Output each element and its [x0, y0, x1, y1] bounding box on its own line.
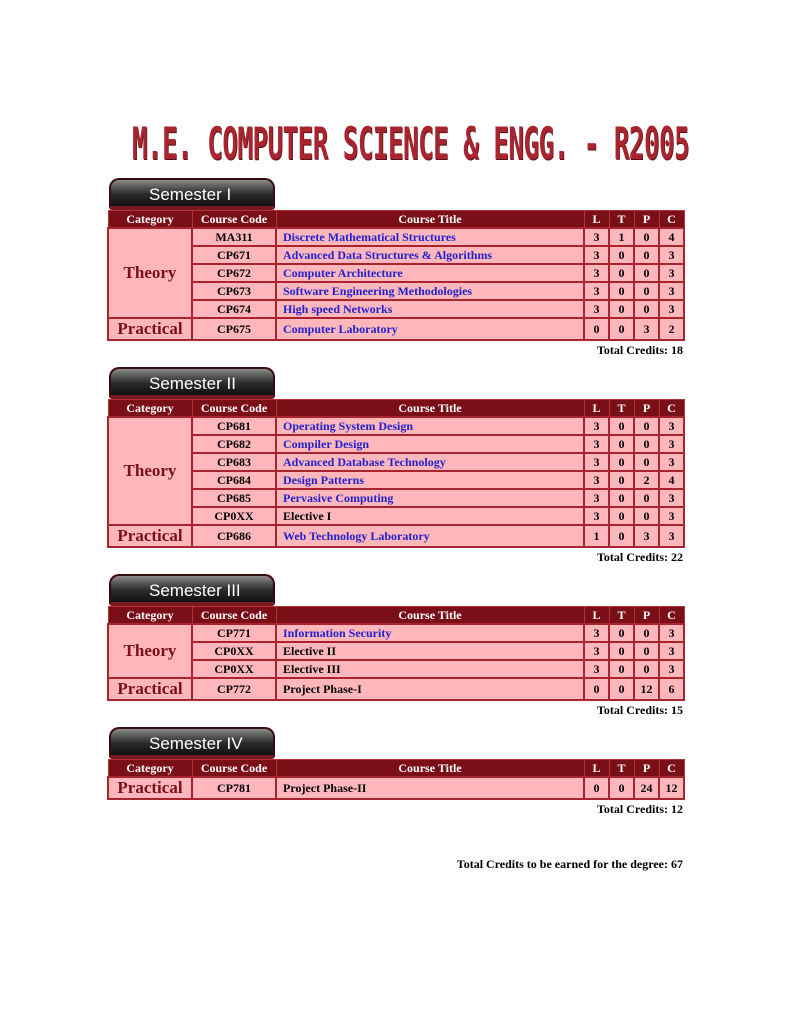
category-cell: Practical	[108, 777, 192, 799]
practical-hours: 0	[634, 435, 659, 453]
practical-hours: 3	[634, 318, 659, 340]
tutorial-hours: 0	[609, 624, 634, 642]
credits: 3	[659, 453, 684, 471]
course-table	[107, 759, 685, 800]
course-title-link[interactable]: Discrete Mathematical Structures	[276, 228, 584, 246]
practical-hours: 0	[634, 264, 659, 282]
header-category: Category	[108, 211, 192, 229]
header-p: P	[634, 211, 659, 229]
course-code: MA311	[192, 228, 276, 246]
header-category: Category	[108, 760, 192, 778]
course-code: CP684	[192, 471, 276, 489]
course-code: CP781	[192, 777, 276, 799]
table-row	[108, 318, 684, 340]
table-row	[108, 453, 684, 471]
tutorial-hours: 0	[609, 471, 634, 489]
practical-hours: 3	[634, 525, 659, 547]
table-header-row	[108, 400, 684, 418]
header-l: L	[584, 607, 609, 625]
header-code: Course Code	[192, 211, 276, 229]
lecture-hours: 3	[584, 507, 609, 525]
credits: 4	[659, 228, 684, 246]
course-code: CP771	[192, 624, 276, 642]
semester-tab: Semester II	[109, 367, 275, 399]
tutorial-hours: 0	[609, 489, 634, 507]
tutorial-hours: 0	[609, 777, 634, 799]
practical-hours: 24	[634, 777, 659, 799]
table-header-row	[108, 760, 684, 778]
tutorial-hours: 0	[609, 525, 634, 547]
credits: 4	[659, 471, 684, 489]
lecture-hours: 1	[584, 525, 609, 547]
credits: 3	[659, 642, 684, 660]
credits: 3	[659, 435, 684, 453]
category-cell: Practical	[108, 678, 192, 700]
lecture-hours: 3	[584, 300, 609, 318]
lecture-hours: 3	[584, 642, 609, 660]
semester-tab: Semester III	[109, 574, 275, 606]
table-row	[108, 660, 684, 678]
table-row	[108, 489, 684, 507]
header-l: L	[584, 211, 609, 229]
lecture-hours: 3	[584, 228, 609, 246]
semester-tab: Semester I	[109, 178, 275, 210]
lecture-hours: 0	[584, 678, 609, 700]
credits: 3	[659, 246, 684, 264]
header-code: Course Code	[192, 760, 276, 778]
degree-total-credits: Total Credits to be earned for the degree: 67	[456, 857, 683, 871]
practical-hours: 0	[634, 660, 659, 678]
practical-hours: 0	[634, 282, 659, 300]
course-title: Elective I	[276, 507, 584, 525]
semester-total-credits: Total Credits: 18	[596, 343, 683, 357]
header-t: T	[609, 400, 634, 418]
practical-hours: 0	[634, 507, 659, 525]
table-row	[108, 435, 684, 453]
header-category: Category	[108, 607, 192, 625]
semester-list	[107, 178, 683, 826]
table-header-row	[108, 607, 684, 625]
header-category: Category	[108, 400, 192, 418]
tutorial-hours: 0	[609, 264, 634, 282]
course-title: Elective II	[276, 642, 584, 660]
course-title-link[interactable]: Operating System Design	[276, 417, 584, 435]
table-header-row	[108, 211, 684, 229]
course-code: CP682	[192, 435, 276, 453]
semester-section	[107, 727, 683, 818]
semester-total-credits: Total Credits: 12	[596, 802, 683, 816]
header-c: C	[659, 607, 684, 625]
credits: 3	[659, 264, 684, 282]
course-title: Project Phase-II	[276, 777, 584, 799]
course-code: CP673	[192, 282, 276, 300]
table-row	[108, 642, 684, 660]
tutorial-hours: 1	[609, 228, 634, 246]
course-title-link[interactable]: Information Security	[276, 624, 584, 642]
lecture-hours: 3	[584, 471, 609, 489]
header-title: Course Title	[276, 400, 584, 418]
course-code: CP681	[192, 417, 276, 435]
course-code: CP683	[192, 453, 276, 471]
lecture-hours: 3	[584, 660, 609, 678]
course-table	[107, 399, 685, 548]
table-row	[108, 417, 684, 435]
header-t: T	[609, 607, 634, 625]
semester-tab: Semester IV	[109, 727, 275, 759]
category-cell: Practical	[108, 525, 192, 547]
course-title-link[interactable]: Pervasive Computing	[276, 489, 584, 507]
tutorial-hours: 0	[609, 678, 634, 700]
practical-hours: 0	[634, 453, 659, 471]
course-code: CP672	[192, 264, 276, 282]
course-title-link[interactable]: Advanced Data Structures & Algorithms	[276, 246, 584, 264]
credits: 3	[659, 417, 684, 435]
tutorial-hours: 0	[609, 300, 634, 318]
course-code: CP674	[192, 300, 276, 318]
practical-hours: 0	[634, 642, 659, 660]
course-title-link[interactable]: Computer Architecture	[276, 264, 584, 282]
page-title: M.E. COMPUTER SCIENCE & ENGG. - R2005	[132, 118, 690, 170]
course-code: CP0XX	[192, 642, 276, 660]
lecture-hours: 3	[584, 624, 609, 642]
course-title-link[interactable]: Software Engineering Methodologies	[276, 282, 584, 300]
course-title: Elective III	[276, 660, 584, 678]
header-p: P	[634, 400, 659, 418]
course-title-link[interactable]: Web Technology Laboratory	[276, 525, 584, 547]
header-t: T	[609, 211, 634, 229]
category-cell: Theory	[108, 228, 192, 318]
course-code: CP685	[192, 489, 276, 507]
table-row	[108, 624, 684, 642]
lecture-hours: 3	[584, 453, 609, 471]
header-code: Course Code	[192, 400, 276, 418]
header-title: Course Title	[276, 211, 584, 229]
table-row	[108, 228, 684, 246]
header-l: L	[584, 760, 609, 778]
table-row	[108, 777, 684, 799]
header-title: Course Title	[276, 607, 584, 625]
category-cell: Theory	[108, 417, 192, 525]
header-c: C	[659, 760, 684, 778]
course-table	[107, 606, 685, 701]
category-cell: Theory	[108, 624, 192, 678]
tutorial-hours: 0	[609, 435, 634, 453]
semester-section	[107, 178, 683, 359]
tutorial-hours: 0	[609, 318, 634, 340]
credits: 3	[659, 489, 684, 507]
tutorial-hours: 0	[609, 417, 634, 435]
table-row	[108, 678, 684, 700]
table-row	[108, 264, 684, 282]
header-p: P	[634, 607, 659, 625]
credits: 3	[659, 282, 684, 300]
practical-hours: 0	[634, 624, 659, 642]
header-p: P	[634, 760, 659, 778]
table-row	[108, 507, 684, 525]
semester-section	[107, 574, 683, 719]
course-code: CP772	[192, 678, 276, 700]
lecture-hours: 3	[584, 435, 609, 453]
course-code: CP686	[192, 525, 276, 547]
course-code: CP675	[192, 318, 276, 340]
course-title: Project Phase-I	[276, 678, 584, 700]
practical-hours: 0	[634, 489, 659, 507]
lecture-hours: 3	[584, 246, 609, 264]
course-code: CP0XX	[192, 660, 276, 678]
credits: 3	[659, 507, 684, 525]
table-row	[108, 282, 684, 300]
tutorial-hours: 0	[609, 507, 634, 525]
course-title-link[interactable]: Computer Laboratory	[276, 318, 584, 340]
lecture-hours: 0	[584, 777, 609, 799]
course-code: CP0XX	[192, 507, 276, 525]
course-title-link[interactable]: High speed Networks	[276, 300, 584, 318]
header-c: C	[659, 400, 684, 418]
lecture-hours: 0	[584, 318, 609, 340]
header-t: T	[609, 760, 634, 778]
practical-hours: 0	[634, 228, 659, 246]
semester-total-credits: Total Credits: 22	[596, 550, 683, 564]
table-row	[108, 471, 684, 489]
tutorial-hours: 0	[609, 282, 634, 300]
lecture-hours: 3	[584, 264, 609, 282]
credits: 3	[659, 300, 684, 318]
practical-hours: 0	[634, 300, 659, 318]
practical-hours: 2	[634, 471, 659, 489]
credits: 3	[659, 624, 684, 642]
practical-hours: 0	[634, 417, 659, 435]
lecture-hours: 3	[584, 417, 609, 435]
header-title: Course Title	[276, 760, 584, 778]
course-table	[107, 210, 685, 341]
semester-section	[107, 367, 683, 566]
course-title-link[interactable]: Compiler Design	[276, 435, 584, 453]
course-code: CP671	[192, 246, 276, 264]
credits: 3	[659, 660, 684, 678]
tutorial-hours: 0	[609, 660, 634, 678]
lecture-hours: 3	[584, 489, 609, 507]
header-l: L	[584, 400, 609, 418]
practical-hours: 12	[634, 678, 659, 700]
credits: 6	[659, 678, 684, 700]
category-cell: Practical	[108, 318, 192, 340]
course-title-link[interactable]: Advanced Database Technology	[276, 453, 584, 471]
credits: 3	[659, 525, 684, 547]
course-title-link[interactable]: Design Patterns	[276, 471, 584, 489]
header-c: C	[659, 211, 684, 229]
tutorial-hours: 0	[609, 246, 634, 264]
lecture-hours: 3	[584, 282, 609, 300]
header-code: Course Code	[192, 607, 276, 625]
tutorial-hours: 0	[609, 453, 634, 471]
table-row	[108, 300, 684, 318]
tutorial-hours: 0	[609, 642, 634, 660]
table-row	[108, 525, 684, 547]
credits: 12	[659, 777, 684, 799]
semester-total-credits: Total Credits: 15	[596, 703, 683, 717]
table-row	[108, 246, 684, 264]
practical-hours: 0	[634, 246, 659, 264]
credits: 2	[659, 318, 684, 340]
